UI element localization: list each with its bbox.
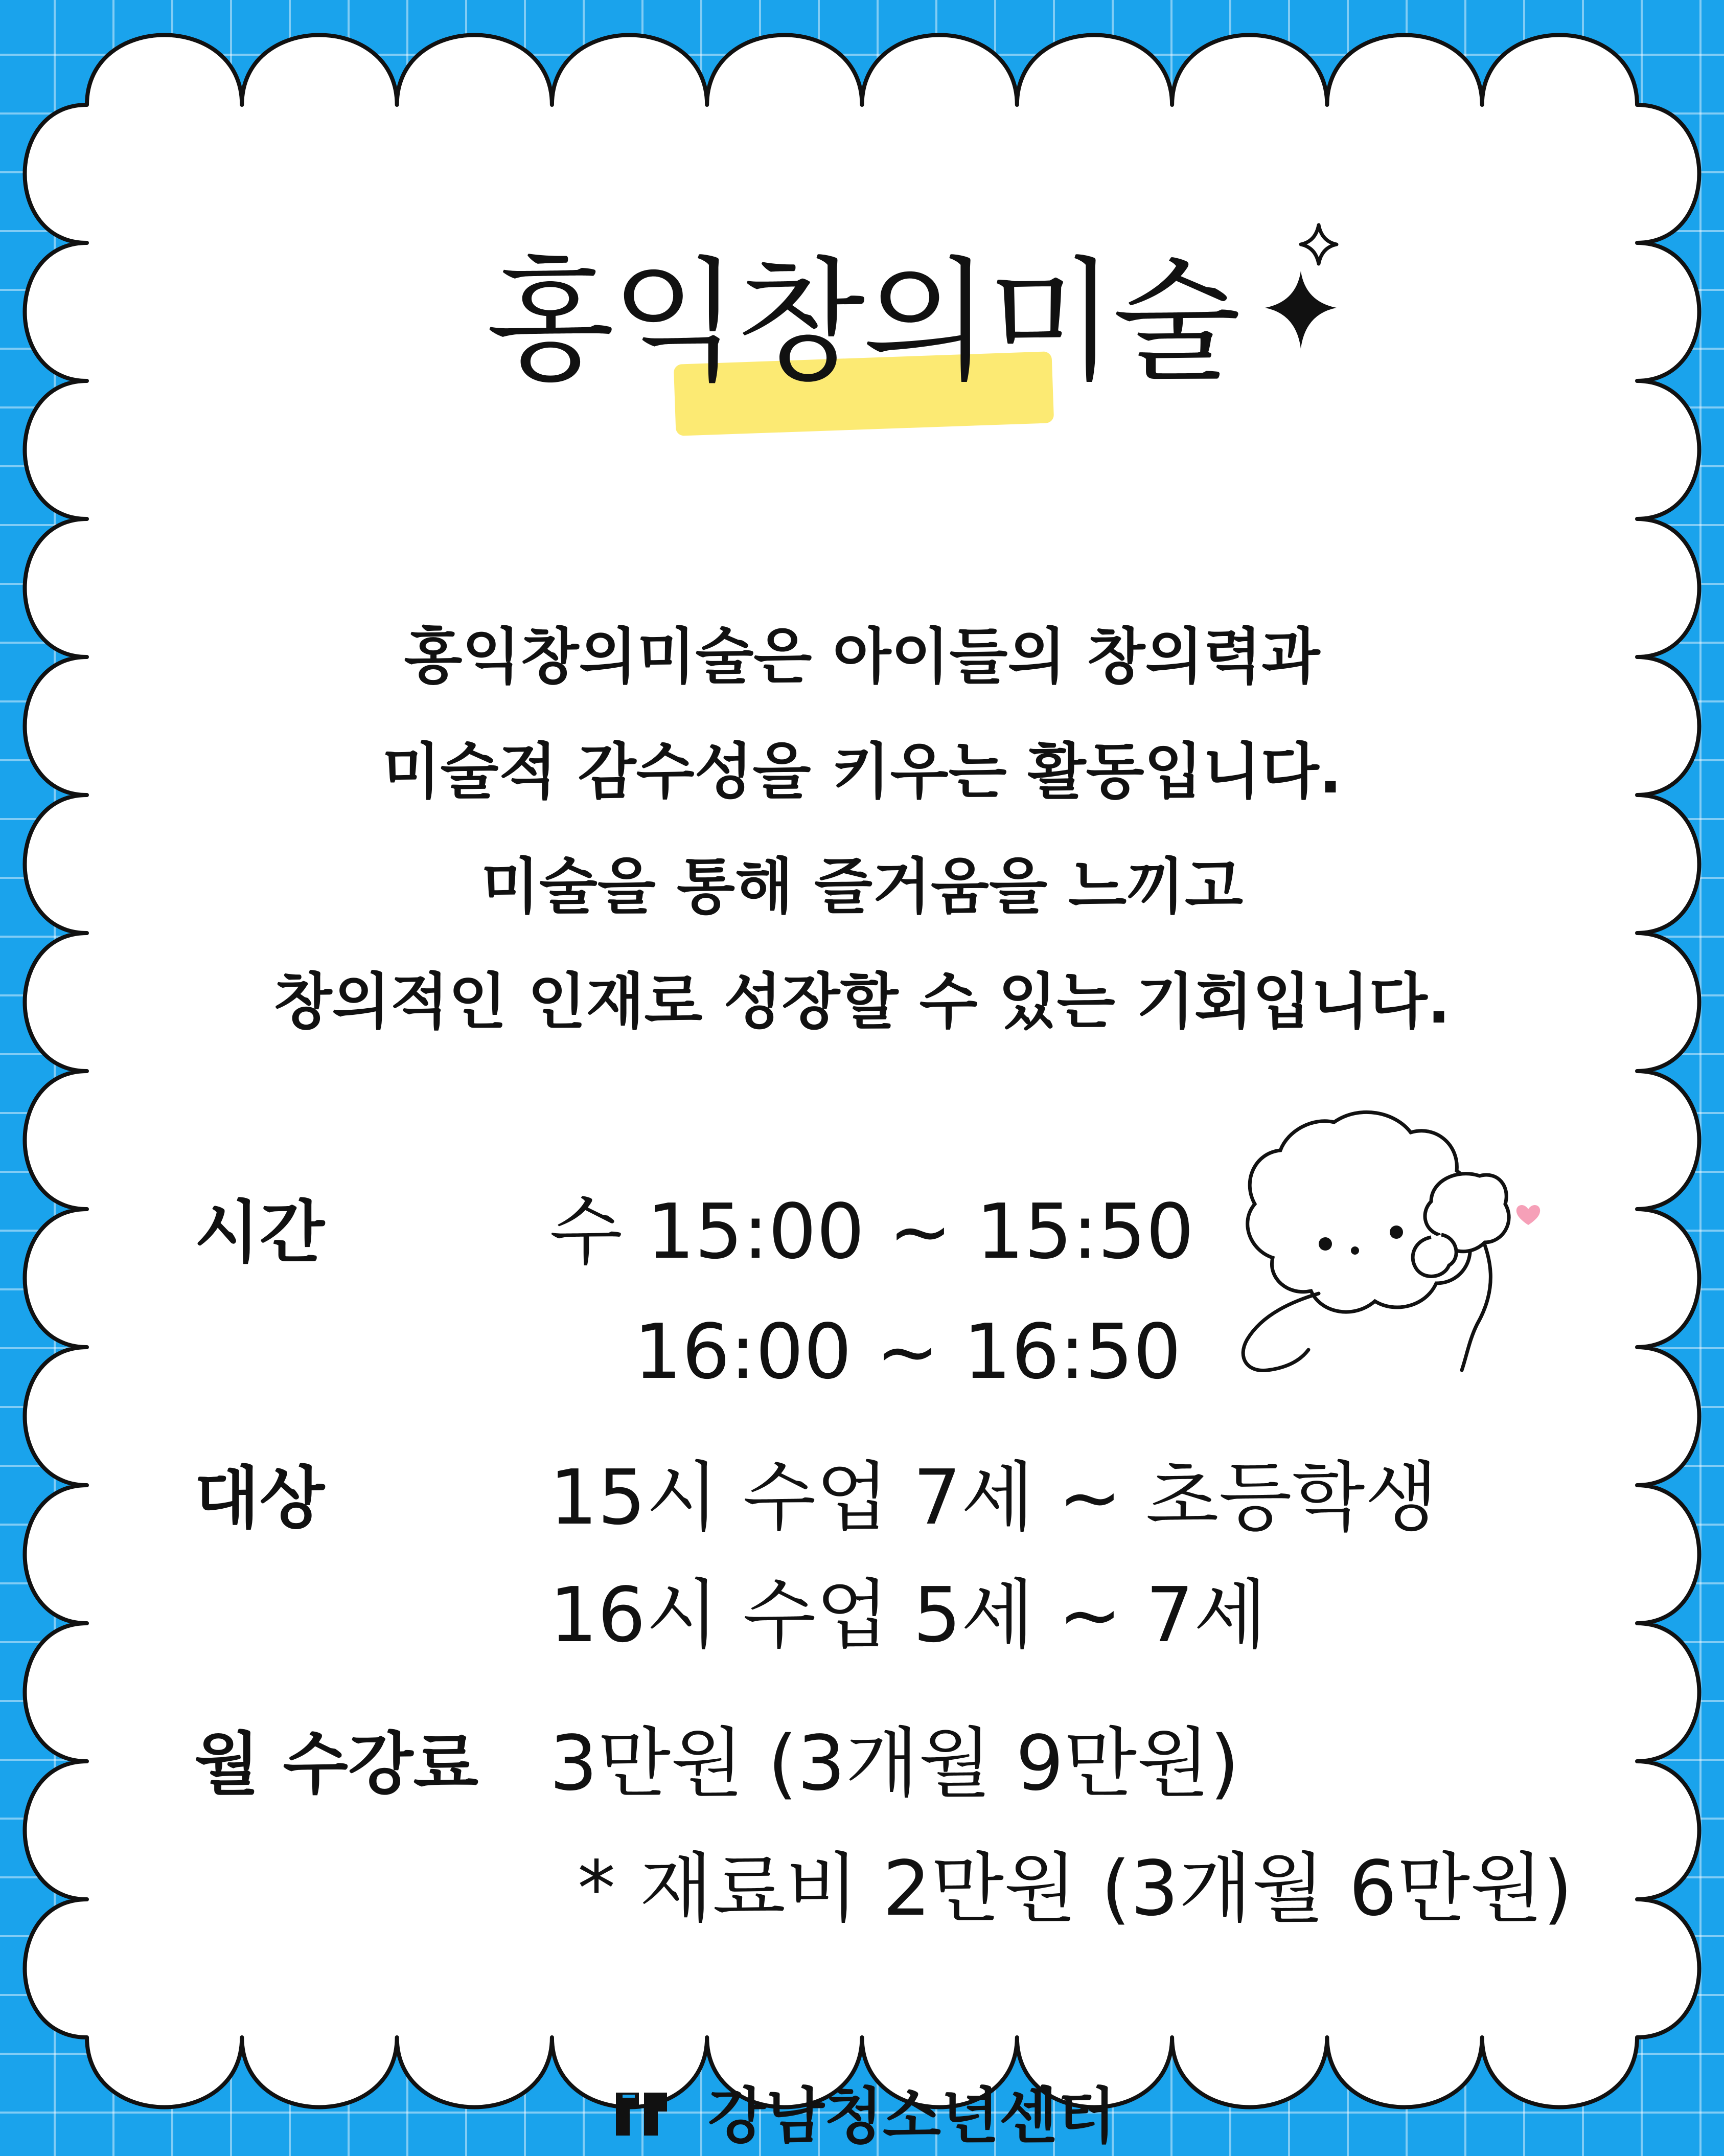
intro-line-2: 미술적 감수성을 키우는 활동입니다. bbox=[382, 736, 1342, 807]
fee-label: 월 수강료 bbox=[194, 1725, 479, 1804]
intro-line-3: 미술을 통해 즐거움을 느끼고 bbox=[480, 851, 1244, 922]
page-title: 홍익창의미술 bbox=[486, 245, 1238, 399]
footer-organization-name: 강남청소년센터 bbox=[708, 2081, 1116, 2151]
time-label: 시간 bbox=[194, 1193, 325, 1272]
fee-value-2: * 재료비 2만원 (3개월 6만원) bbox=[578, 1845, 1573, 1933]
intro-line-1: 홍익창의미술은 아이들의 창의력과 bbox=[404, 621, 1320, 692]
fluffy-puppy-illustration bbox=[1191, 1104, 1559, 1391]
target-label: 대상 bbox=[194, 1459, 325, 1538]
intro-line-4: 창의적인 인재로 성장할 수 있는 기회입니다. bbox=[273, 966, 1451, 1037]
target-value-1: 15시 수업 7세 ~ 초등학생 bbox=[549, 1454, 1438, 1541]
sparkle-icon bbox=[1252, 215, 1354, 358]
time-value-2: 16:00 ~ 16:50 bbox=[634, 1308, 1182, 1396]
center-logo-icon bbox=[608, 2078, 675, 2145]
fee-value-1: 3만원 (3개월 9만원) bbox=[549, 1719, 1239, 1807]
time-value-1: 수 15:00 ~ 15:50 bbox=[549, 1188, 1194, 1276]
heart-icon bbox=[1516, 1205, 1540, 1225]
target-value-2: 16시 수업 5세 ~ 7세 bbox=[549, 1571, 1267, 1659]
